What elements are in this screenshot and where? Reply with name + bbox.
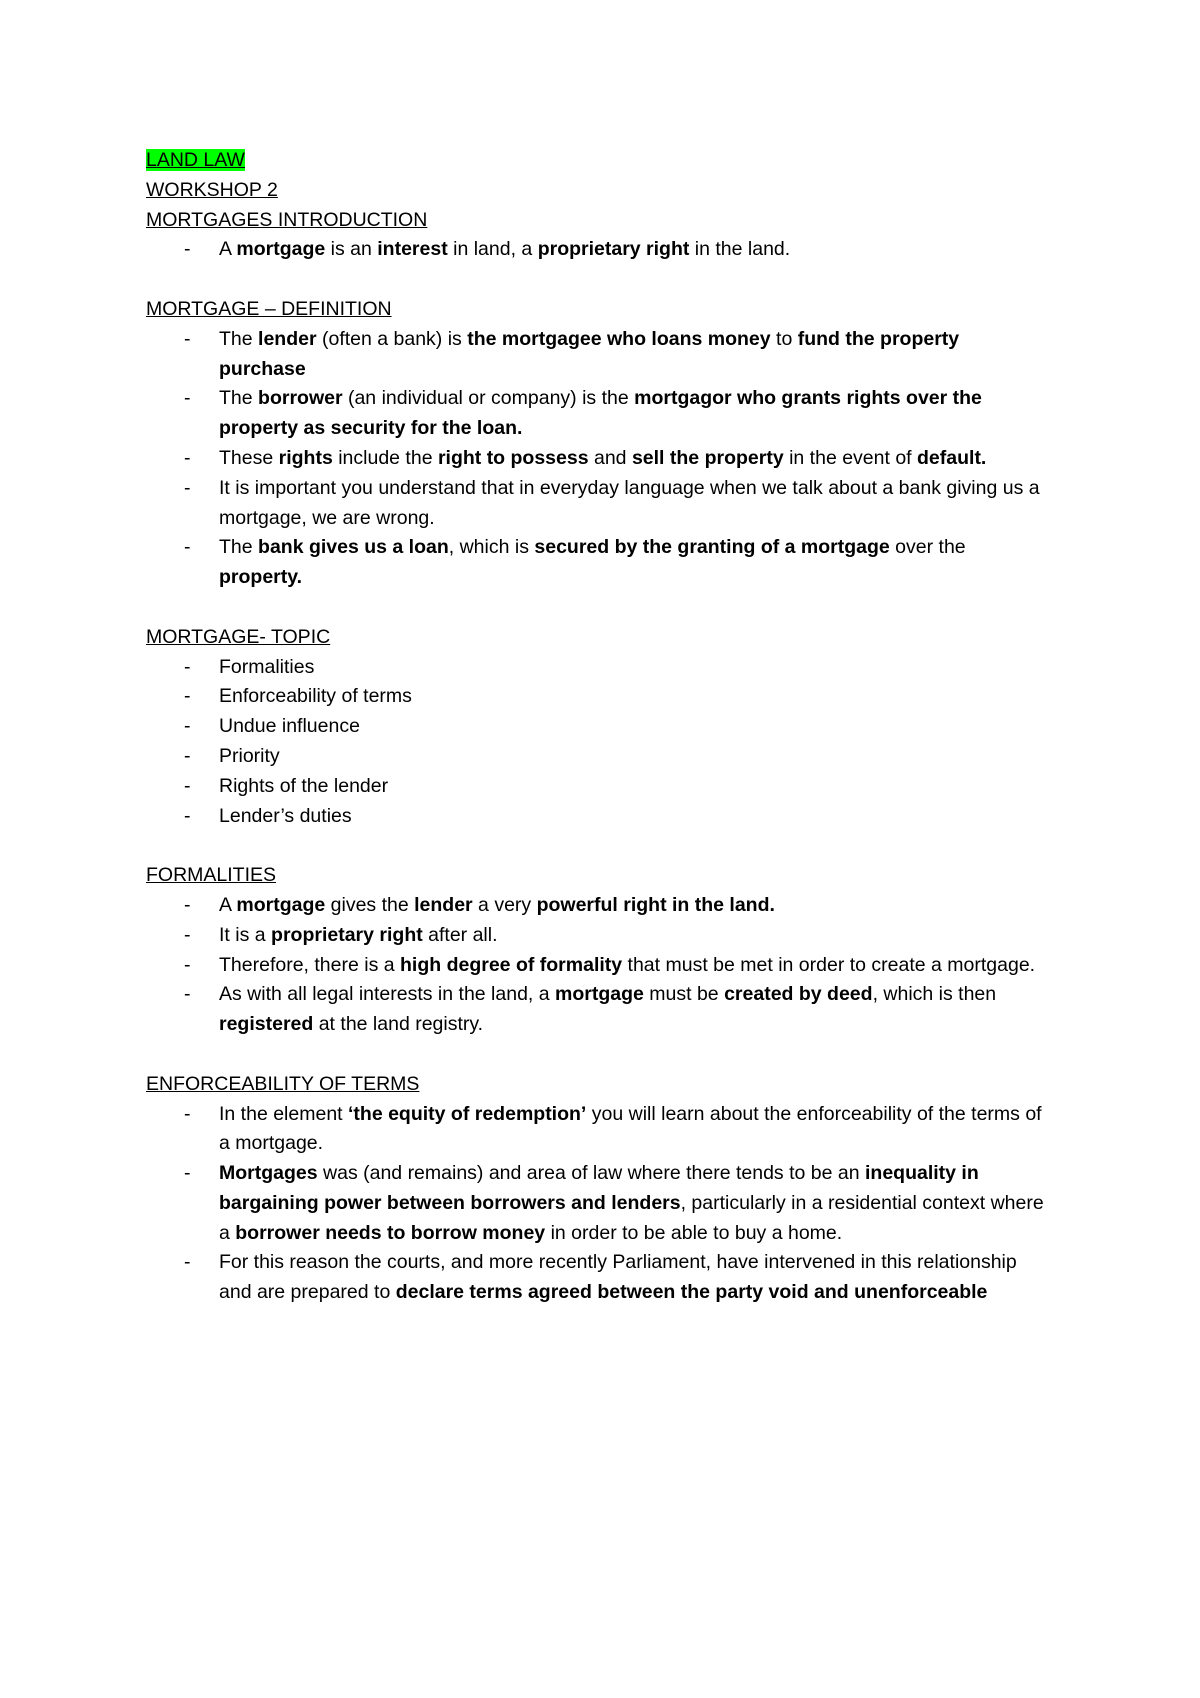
bold-text: secured by the granting of a mortgage xyxy=(534,536,890,559)
bold-text: Mortgages xyxy=(219,1162,318,1185)
text-run: after all. xyxy=(422,923,498,946)
bullet-item xyxy=(146,1248,1046,1308)
document-subtitle: WORKSHOP 2 xyxy=(146,178,278,201)
bold-text: default. xyxy=(917,446,987,469)
text-run: gives the xyxy=(325,893,415,916)
text-run: in land, a xyxy=(447,238,538,261)
text-run: It is a xyxy=(219,923,272,946)
text-run: , particularly in a residential context where a xyxy=(219,1191,1044,1244)
bold-text: created by deed xyxy=(724,983,873,1006)
bold-text: powerful right in the land. xyxy=(536,893,775,916)
text-run: Therefore, there is a xyxy=(219,953,401,976)
bold-text: inequality in bargaining power between borrowers and lenders xyxy=(219,1162,979,1214)
section xyxy=(146,295,1080,593)
bullet-list xyxy=(146,891,1080,1040)
bullet-item xyxy=(146,712,1046,742)
text-run: that must be met in order to create a mortgage. xyxy=(622,953,1036,976)
bold-text: mortgagor who grants rights over the property as security for the loan. xyxy=(219,387,982,440)
text-run: A xyxy=(219,238,237,261)
text-run: in order to be able to buy a home. xyxy=(545,1221,843,1244)
bold-text: mortgage xyxy=(555,983,644,1006)
text-run: at the land registry. xyxy=(313,1013,484,1036)
bold-text: proprietary right xyxy=(537,238,690,261)
bold-text: sell the property xyxy=(631,446,784,469)
title-text: LAND LAW xyxy=(146,149,245,171)
document-title xyxy=(146,146,1080,176)
text-run: Rights of the lender xyxy=(219,774,389,797)
section-heading: MORTGAGE- TOPIC xyxy=(146,625,331,648)
section xyxy=(146,206,1080,266)
text-run: Priority xyxy=(219,744,280,767)
section-heading: MORTGAGES INTRODUCTION xyxy=(146,208,428,231)
section-heading: MORTGAGE – DEFINITION xyxy=(146,297,392,320)
text-run: a very xyxy=(472,893,537,916)
text-run: As with all legal interests in the land, a xyxy=(219,983,556,1006)
text-run: A xyxy=(219,893,237,916)
bullet-list xyxy=(146,653,1080,832)
bold-text: interest xyxy=(377,238,448,261)
section-heading: FORMALITIES xyxy=(146,864,277,887)
text-run: in the land. xyxy=(689,238,791,261)
bullet-item xyxy=(146,772,1046,802)
text-run: (often a bank) is xyxy=(316,327,468,350)
text-run: These xyxy=(219,446,279,469)
bold-text: bank gives us a loan xyxy=(258,536,449,559)
text-run: to xyxy=(770,327,798,350)
bullet-list xyxy=(146,235,1080,265)
bullet-item xyxy=(146,1100,1046,1160)
section-heading: ENFORCEABILITY OF TERMS xyxy=(146,1072,420,1095)
bullet-item xyxy=(146,802,1046,832)
bold-text: right to possess xyxy=(437,446,589,469)
bullet-item xyxy=(146,742,1046,772)
bold-text: borrower needs to borrow money xyxy=(235,1221,546,1244)
text-run: Lender’s duties xyxy=(219,804,352,827)
text-run: The xyxy=(219,327,259,350)
bullet-item xyxy=(146,533,1046,593)
bold-text: property. xyxy=(219,566,303,589)
bold-text: mortgage xyxy=(236,238,326,261)
bullet-item xyxy=(146,682,1046,712)
text-run: Undue influence xyxy=(219,715,360,738)
bullet-item xyxy=(146,325,1046,385)
text-run: , which is then xyxy=(872,983,997,1006)
bullet-list xyxy=(146,325,1080,593)
bold-text: borrower xyxy=(258,387,343,410)
text-run: In the element xyxy=(219,1102,348,1125)
bold-text: declare terms agreed between the party void and unenforceable xyxy=(395,1281,988,1304)
bold-text: the mortgagee who loans money xyxy=(467,327,771,350)
bullet-item xyxy=(146,951,1046,981)
text-run: Enforceability of terms xyxy=(219,685,412,708)
bold-text: rights xyxy=(278,446,333,469)
text-run: in the event of xyxy=(783,446,918,469)
section xyxy=(146,861,1080,1040)
bold-text: high degree of formality xyxy=(400,953,623,976)
text-run: Formalities xyxy=(219,655,315,678)
bold-text: mortgage xyxy=(236,893,326,916)
text-run: It is important you understand that in everyday language when we talk about a bank giving us a mortgage, we are wrong. xyxy=(219,476,1040,529)
bold-text: proprietary right xyxy=(271,923,423,946)
bullet-item xyxy=(146,653,1046,683)
bullet-list xyxy=(146,1100,1080,1309)
bold-text: registered xyxy=(219,1013,314,1036)
section xyxy=(146,1070,1080,1308)
text-run: over the xyxy=(889,536,966,559)
text-run: For this reason the courts, and more recently Parliament, have intervened in this relationship and are prepared to xyxy=(219,1251,1017,1304)
bullet-item xyxy=(146,384,1046,444)
bullet-item xyxy=(146,1159,1046,1248)
text-run: , which is xyxy=(448,536,535,559)
bold-text: fund the property purchase xyxy=(219,327,960,380)
bullet-item xyxy=(146,980,1046,1040)
bullet-item xyxy=(146,235,1046,265)
text-run: The xyxy=(219,387,259,410)
text-run: must be xyxy=(643,983,725,1006)
bold-text: lender xyxy=(414,893,473,916)
text-run: was (and remains) and area of law where there tends to be an xyxy=(317,1162,865,1185)
text-run: The xyxy=(219,536,259,559)
bullet-item xyxy=(146,474,1046,534)
bold-text: ‘the equity of redemption’ xyxy=(348,1102,587,1125)
bullet-item xyxy=(146,891,1046,921)
bullet-item xyxy=(146,921,1046,951)
text-run: is an xyxy=(325,238,378,261)
document-body xyxy=(146,206,1080,1308)
text-run: include the xyxy=(332,446,438,469)
text-run: you will learn about the enforceability of the terms of a mortgage. xyxy=(219,1102,1042,1155)
section xyxy=(146,623,1080,832)
bold-text: lender xyxy=(258,327,317,350)
text-run: (an individual or company) is the xyxy=(342,387,635,410)
text-run: and xyxy=(588,446,632,469)
bullet-item xyxy=(146,444,1046,474)
